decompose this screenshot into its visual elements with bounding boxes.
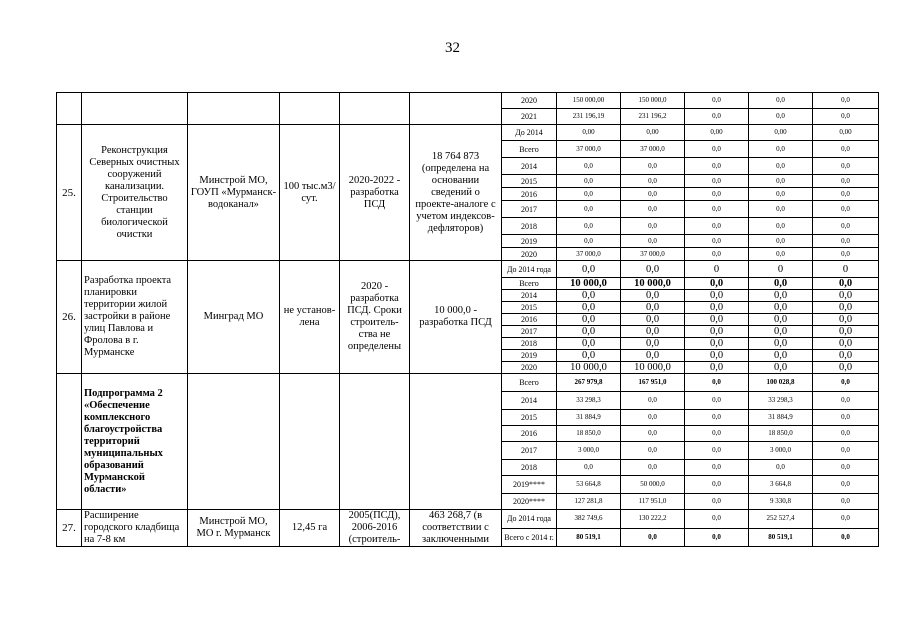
value-cell: 0,0 xyxy=(749,218,813,235)
value-cell: 0 xyxy=(749,261,813,278)
value-cell: 0,0 xyxy=(749,93,813,109)
value-cell: 0,0 xyxy=(621,290,685,302)
value-cell: 0,00 xyxy=(557,125,621,141)
value-cell: 10 000,0 xyxy=(557,278,621,290)
empty-cell xyxy=(280,93,340,125)
cost-cell: 18 764 873 (определена на основании сведений о проекте-аналоге с учетом индексов-дефляторов) xyxy=(410,125,502,261)
value-cell: 0,0 xyxy=(685,302,749,314)
item-number: 26. xyxy=(57,261,82,374)
value-cell: 0,0 xyxy=(749,248,813,261)
value-cell: 100 028,8 xyxy=(749,374,813,392)
year-cell: 2015 xyxy=(502,175,557,188)
value-cell: 0,0 xyxy=(813,158,879,175)
cost-cell: 463 268,7 (в соответствии с заключенными xyxy=(410,510,502,547)
value-cell: 0,0 xyxy=(813,235,879,248)
table-row xyxy=(57,510,879,529)
value-cell: 0,0 xyxy=(685,374,749,392)
value-cell: 33 298,3 xyxy=(557,392,621,410)
value-cell: 0,0 xyxy=(685,326,749,338)
year-cell: Всего xyxy=(502,278,557,290)
value-cell: 0,0 xyxy=(813,528,879,547)
value-cell: 0,0 xyxy=(621,175,685,188)
customer-cell: Минстрой МО, ГОУП «Мурманск-водоканал» xyxy=(188,125,280,261)
value-cell: 0,0 xyxy=(557,175,621,188)
value-cell: 3 664,8 xyxy=(749,476,813,494)
empty-cell xyxy=(340,93,410,125)
value-cell: 0,0 xyxy=(749,326,813,338)
value-cell: 0,0 xyxy=(557,338,621,350)
year-cell: 2020**** xyxy=(502,494,557,510)
value-cell: 0,0 xyxy=(621,392,685,410)
value-cell: 0,0 xyxy=(621,158,685,175)
value-cell: 0,0 xyxy=(557,314,621,326)
value-cell: 0,0 xyxy=(749,350,813,362)
value-cell: 231 196,19 xyxy=(557,109,621,125)
value-cell: 0,0 xyxy=(685,278,749,290)
value-cell: 0,0 xyxy=(621,218,685,235)
value-cell: 0,0 xyxy=(749,460,813,476)
value-cell: 0,0 xyxy=(813,510,879,529)
empty-cell xyxy=(280,374,340,510)
value-cell: 0,0 xyxy=(685,314,749,326)
year-cell: 2019 xyxy=(502,235,557,248)
year-cell: 2017 xyxy=(502,442,557,460)
item-number: 25. xyxy=(57,125,82,261)
table-row xyxy=(57,374,879,392)
value-cell: 18 850,0 xyxy=(749,426,813,442)
year-cell: 2014 xyxy=(502,158,557,175)
year-cell: До 2014 xyxy=(502,125,557,141)
value-cell: 0,0 xyxy=(557,302,621,314)
value-cell: 37 000,0 xyxy=(557,248,621,261)
value-cell: 33 298,3 xyxy=(749,392,813,410)
value-cell: 0,0 xyxy=(557,201,621,218)
value-cell: 0,0 xyxy=(749,201,813,218)
year-cell: 2015 xyxy=(502,302,557,314)
value-cell: 0,0 xyxy=(621,235,685,248)
value-cell: 0,0 xyxy=(813,426,879,442)
value-cell: 0,0 xyxy=(621,326,685,338)
empty-cell xyxy=(82,93,188,125)
year-cell: 2018 xyxy=(502,218,557,235)
value-cell: 0,0 xyxy=(621,188,685,201)
value-cell: 0,0 xyxy=(685,528,749,547)
year-cell: 2020 xyxy=(502,248,557,261)
cost-cell: 10 000,0 - разработка ПСД xyxy=(410,261,502,374)
value-cell: 80 519,1 xyxy=(557,528,621,547)
value-cell: 31 884,9 xyxy=(749,410,813,426)
value-cell: 150 000,0 xyxy=(621,93,685,109)
value-cell: 127 281,8 xyxy=(557,494,621,510)
value-cell: 0,0 xyxy=(749,314,813,326)
value-cell: 0,0 xyxy=(813,175,879,188)
value-cell: 0,0 xyxy=(557,235,621,248)
year-cell: Всего xyxy=(502,374,557,392)
year-cell: 2017 xyxy=(502,326,557,338)
year-cell: 2014 xyxy=(502,392,557,410)
value-cell: 0,0 xyxy=(813,141,879,158)
empty-cell xyxy=(340,374,410,510)
value-cell: 0,00 xyxy=(749,125,813,141)
value-cell: 252 527,4 xyxy=(749,510,813,529)
period-cell: 2005(ПСД), 2006-2016 (строитель- xyxy=(340,510,410,547)
value-cell: 0,0 xyxy=(813,188,879,201)
value-cell: 37 000,0 xyxy=(621,248,685,261)
value-cell: 0,0 xyxy=(685,494,749,510)
value-cell: 0,0 xyxy=(813,314,879,326)
item-name: Разработка проекта планировки территории жилой застройки в районе улиц Павлова и Фролова в г. Мурманске xyxy=(82,261,188,374)
value-cell: 0,0 xyxy=(813,248,879,261)
value-cell: 0,00 xyxy=(813,125,879,141)
value-cell: 0,0 xyxy=(557,261,621,278)
year-cell: 2018 xyxy=(502,460,557,476)
value-cell: 0,0 xyxy=(749,175,813,188)
table-row xyxy=(57,125,879,141)
value-cell: 0 xyxy=(813,261,879,278)
value-cell: 0,0 xyxy=(685,510,749,529)
empty-cell xyxy=(57,93,82,125)
page-number: 32 xyxy=(445,40,460,56)
value-cell: 0,0 xyxy=(557,188,621,201)
value-cell: 10 000,0 xyxy=(621,362,685,374)
item-name: Реконструкция Северных очистных сооружений канализации. Строительство станции биологической очистки xyxy=(82,125,188,261)
value-cell: 0,0 xyxy=(749,362,813,374)
value-cell: 0,0 xyxy=(685,460,749,476)
year-cell: Всего с 2014 г. xyxy=(502,528,557,547)
capacity-cell: не установ-лена xyxy=(280,261,340,374)
value-cell: 0,00 xyxy=(621,125,685,141)
value-cell: 0,0 xyxy=(813,109,879,125)
value-cell: 150 000,00 xyxy=(557,93,621,109)
value-cell: 0,0 xyxy=(685,362,749,374)
value-cell: 0,0 xyxy=(685,392,749,410)
subprogram-title: Подпрограмма 2 «Обеспечение комплексного благоустройства территорий муниципальных образований Мурманской области» xyxy=(82,374,188,510)
value-cell: 0,0 xyxy=(813,442,879,460)
value-cell: 0,0 xyxy=(813,410,879,426)
value-cell: 0,0 xyxy=(749,158,813,175)
value-cell: 382 749,6 xyxy=(557,510,621,529)
value-cell: 0,0 xyxy=(685,442,749,460)
investment-table xyxy=(56,92,879,547)
year-cell: Всего xyxy=(502,141,557,158)
table-row xyxy=(57,93,879,109)
value-cell: 0,0 xyxy=(685,235,749,248)
value-cell: 0,0 xyxy=(557,350,621,362)
value-cell: 0,0 xyxy=(621,442,685,460)
value-cell: 0,0 xyxy=(685,290,749,302)
capacity-cell: 12,45 га xyxy=(280,510,340,547)
capacity-cell: 100 тыс.м3/ сут. xyxy=(280,125,340,261)
value-cell: 0,0 xyxy=(813,494,879,510)
value-cell: 0,0 xyxy=(813,326,879,338)
customer-cell: Минстрой МО, МО г. Мурманск xyxy=(188,510,280,547)
value-cell: 167 951,0 xyxy=(621,374,685,392)
empty-cell xyxy=(410,93,502,125)
value-cell: 0,0 xyxy=(749,302,813,314)
item-name: Расширение городского кладбища на 7-8 км xyxy=(82,510,188,547)
value-cell: 0,0 xyxy=(685,338,749,350)
value-cell: 0,0 xyxy=(749,141,813,158)
value-cell: 130 222,2 xyxy=(621,510,685,529)
customer-cell: Минград МО xyxy=(188,261,280,374)
empty-cell xyxy=(57,374,82,510)
value-cell: 0,0 xyxy=(557,158,621,175)
year-cell: 2014 xyxy=(502,290,557,302)
value-cell: 10 000,0 xyxy=(621,278,685,290)
value-cell: 37 000,0 xyxy=(621,141,685,158)
value-cell: 0,0 xyxy=(621,410,685,426)
value-cell: 0,0 xyxy=(685,248,749,261)
value-cell: 0,0 xyxy=(685,175,749,188)
value-cell: 0,0 xyxy=(621,460,685,476)
value-cell: 37 000,0 xyxy=(557,141,621,158)
year-cell: 2021 xyxy=(502,109,557,125)
value-cell: 0,0 xyxy=(685,158,749,175)
value-cell: 0,0 xyxy=(685,218,749,235)
table-row xyxy=(57,261,879,278)
year-cell: 2016 xyxy=(502,314,557,326)
value-cell: 117 951,0 xyxy=(621,494,685,510)
value-cell: 0,0 xyxy=(813,302,879,314)
year-cell: 2020 xyxy=(502,93,557,109)
value-cell: 0,0 xyxy=(685,93,749,109)
value-cell: 0,0 xyxy=(813,290,879,302)
year-cell: 2018 xyxy=(502,338,557,350)
value-cell: 0,0 xyxy=(621,528,685,547)
year-cell: 2016 xyxy=(502,188,557,201)
value-cell: 0,0 xyxy=(557,290,621,302)
value-cell: 0,0 xyxy=(685,476,749,494)
value-cell: 0,0 xyxy=(685,141,749,158)
value-cell: 0,0 xyxy=(685,201,749,218)
value-cell: 0,0 xyxy=(749,235,813,248)
value-cell: 0,0 xyxy=(621,261,685,278)
value-cell: 0,0 xyxy=(813,392,879,410)
period-cell: 2020-2022 - разработка ПСД xyxy=(340,125,410,261)
value-cell: 0,0 xyxy=(813,218,879,235)
year-cell: До 2014 года xyxy=(502,261,557,278)
value-cell: 0,0 xyxy=(557,326,621,338)
value-cell: 0,0 xyxy=(621,302,685,314)
value-cell: 0,0 xyxy=(685,188,749,201)
value-cell: 0,0 xyxy=(557,460,621,476)
value-cell: 0,0 xyxy=(557,218,621,235)
value-cell: 50 000,0 xyxy=(621,476,685,494)
empty-cell xyxy=(188,93,280,125)
value-cell: 18 850,0 xyxy=(557,426,621,442)
value-cell: 31 884,9 xyxy=(557,410,621,426)
year-cell: 2020 xyxy=(502,362,557,374)
value-cell: 231 196,2 xyxy=(621,109,685,125)
value-cell: 9 330,8 xyxy=(749,494,813,510)
value-cell: 3 000,0 xyxy=(749,442,813,460)
value-cell: 0 xyxy=(685,261,749,278)
value-cell: 0,0 xyxy=(813,460,879,476)
value-cell: 0,0 xyxy=(621,314,685,326)
value-cell: 0,00 xyxy=(685,125,749,141)
value-cell: 0,0 xyxy=(749,109,813,125)
value-cell: 0,0 xyxy=(813,93,879,109)
value-cell: 0,0 xyxy=(685,109,749,125)
empty-cell xyxy=(188,374,280,510)
value-cell: 0,0 xyxy=(813,362,879,374)
year-cell: 2016 xyxy=(502,426,557,442)
item-number: 27. xyxy=(57,510,82,547)
year-cell: 2019**** xyxy=(502,476,557,494)
value-cell: 0,0 xyxy=(813,278,879,290)
value-cell: 0,0 xyxy=(685,410,749,426)
value-cell: 267 979,8 xyxy=(557,374,621,392)
value-cell: 0,0 xyxy=(749,290,813,302)
value-cell: 0,0 xyxy=(685,426,749,442)
year-cell: 2019 xyxy=(502,350,557,362)
value-cell: 0,0 xyxy=(685,350,749,362)
value-cell: 0,0 xyxy=(813,201,879,218)
empty-cell xyxy=(410,374,502,510)
value-cell: 53 664,8 xyxy=(557,476,621,494)
period-cell: 2020 - разработка ПСД. Сроки строитель-ства не определены xyxy=(340,261,410,374)
year-cell: До 2014 года xyxy=(502,510,557,529)
value-cell: 0,0 xyxy=(813,350,879,362)
value-cell: 0,0 xyxy=(813,374,879,392)
value-cell: 10 000,0 xyxy=(557,362,621,374)
value-cell: 0,0 xyxy=(749,188,813,201)
value-cell: 0,0 xyxy=(813,476,879,494)
value-cell: 0,0 xyxy=(749,278,813,290)
value-cell: 0,0 xyxy=(621,426,685,442)
value-cell: 0,0 xyxy=(813,338,879,350)
value-cell: 0,0 xyxy=(621,350,685,362)
value-cell: 0,0 xyxy=(621,338,685,350)
table-body xyxy=(57,93,879,547)
year-cell: 2017 xyxy=(502,201,557,218)
value-cell: 0,0 xyxy=(749,338,813,350)
value-cell: 0,0 xyxy=(621,201,685,218)
value-cell: 3 000,0 xyxy=(557,442,621,460)
year-cell: 2015 xyxy=(502,410,557,426)
value-cell: 80 519,1 xyxy=(749,528,813,547)
